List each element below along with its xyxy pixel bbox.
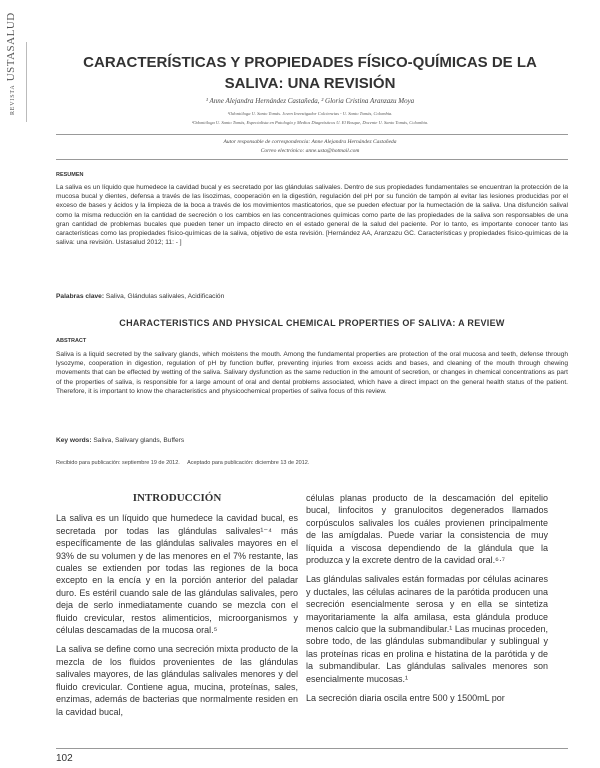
intro-heading: INTRODUCCIÓN bbox=[132, 492, 222, 504]
key-words-label: Key words: bbox=[56, 437, 92, 444]
email: Correo electrónico: anne.usta@hotmail.com bbox=[260, 148, 360, 154]
paragraph: Las glándulas salivales están formadas por células acinares y ductales, las células acinares de la parótida producen una secreción esencialmente serosa y en ella se sintetiza mayoritariamente la alfa amilasa, esta glándula produce menos calcio que la submandibular.¹ Las mucinas proceden, sobre todo, de las glándulas submandibular y sublingual y las proteínas ricas en prolina e histatina de la parótida y de la submandibular. Las glándulas salivales menores son esencialmente mucosas.¹ bbox=[306, 574, 548, 684]
journal-small-label: REVISTA bbox=[10, 84, 16, 115]
abstract-text: Saliva is a liquid secreted by the salivary glands, which moistens the mouth. Among the fundamental properties are protection of the oral mucosa and teeth, defense through lysozyme, cooperation in digestion, regulation of pH by function buffer, preventing injuries from excess acids and bases, and cleaning of the mouth through chewing movements that can be effected by wetting of the saliva. Salivary dysfunction as the same reduction in the amount of secretion, or changes in chemical concentrations as part of the properties of saliva, is responsible for a large amount of oral and dental problems associated, which have a direct impact on the general health status of the patient. Therefore, it is important to know the characteristics and physicochemical properties of saliva focus of this review. bbox=[56, 351, 568, 395]
resumen-text: La saliva es un líquido que humedece la cavidad bucal y es secretado por las glándulas salivales. Dentro de sus propiedades fundamentales se encuentran la protección de la mucosa bucal y dientes, defensa a través de las lisozimas, cooperación en la digestión, regulación del pH por su función de tampón al evitar las lesiones producidas por el exceso de bases y ácidos y la limpieza de la boca a través de los movimientos masticatorios, que se pueden efectuar por la humectación de la saliva. Una disfunción salival como la misma reducción en la cantidad de secreción o los cambios en las concentraciones químicas como parte de las propiedades de la saliva son responsables de una gran cantidad de problemas bucales que pueden tener un impacto directo en el estado general de la salud del paciente. Por lo tanto, es importante conocer tanto las características como las propiedades físico-químicas de la saliva, objetivo de esta revisión. [Hernández AA, Aranzazu GC. Características y propiedades físico-químicas de la saliva: una revisión. Ustasalud 2012; 11: - ] bbox=[56, 184, 568, 247]
key-words-values: Saliva, Salivary glands, Buffers bbox=[93, 437, 185, 444]
accepted-date: Aceptado para publicación: diciembre 13 de 2012. bbox=[187, 460, 310, 466]
key-words bbox=[56, 437, 184, 444]
journal-name: USTASALUD bbox=[5, 12, 17, 82]
english-title: CHARACTERISTICS AND PHYSICAL CHEMICAL PROPERTIES OF SALIVA: A REVIEW bbox=[119, 318, 505, 328]
right-column bbox=[306, 492, 548, 712]
divider bbox=[56, 159, 568, 160]
divider bbox=[56, 134, 568, 135]
affiliation-2: ²Odontóloga U. Santo Tomás, Especialista en Patología y Medios Diagnósticos U. El Bosque, Docente U. Santo Tomás, Colombia. bbox=[191, 120, 429, 125]
received-date: Recibido para publicación: septiembre 19 de 2012. bbox=[56, 460, 180, 466]
left-column bbox=[56, 492, 298, 725]
journal-sidebar bbox=[0, 0, 22, 768]
palabras-clave bbox=[56, 293, 224, 300]
dates bbox=[56, 460, 315, 466]
page-number: 102 bbox=[56, 753, 73, 764]
journal-logo bbox=[5, 12, 17, 115]
paragraph: La saliva es un líquido que humedece la cavidad bucal, es secretada por todas las glándulas salivales¹⁻⁴ más específicamente de las glándulas salivales mayores en el 93% de su volumen y de las menores en el 7% restante, las cuales se extienden por todas las regiones de la boca excepto en la encía y en la porción anterior del paladar duro. Es estéril cuando sale de las glándulas salivales, pero deja de serlo inmediatamente cuando se mezcla con el fluido crevicular, restos alimenticios, microorganismos y células descamadas de la mucosa oral.⁵ bbox=[56, 513, 298, 636]
authors: ¹ Anne Alejandra Hernández Castañeda, ² Gloria Cristina Aranzazu Moya bbox=[205, 97, 415, 105]
paragraph: La secreción diaria oscila entre 500 y 1500mL por bbox=[306, 693, 505, 704]
resumen-heading: RESUMEN bbox=[56, 172, 84, 178]
palabras-clave-label: Palabras clave: bbox=[56, 293, 105, 300]
footer-rule bbox=[56, 748, 568, 749]
sidebar-divider bbox=[26, 42, 27, 122]
paragraph: células planas producto de la descamación del epitelio bucal, linfocitos y granulocitos degenerados llamados corpúsculos salivales los cuáles provienen principalmente de las amígdalas. Puede variar la consistencia de muy líquida a viscosa dependiendo de la glándula que la produzca y la excrete dentro de la cavidad oral.⁶·⁷ bbox=[306, 493, 548, 566]
paragraph: La saliva se define como una secreción mixta producto de la mezcla de los fluidos provenientes de las glándulas salivales mayores, de las glándulas salivales menores y del fluido crevicular. Contiene agua, mucina, proteínas, sales, enzimas, además de bacterias que normalmente residen en la cavidad bucal, bbox=[56, 644, 298, 717]
article-title: CARACTERÍSTICAS Y PROPIEDADES FÍSICO-QUÍMICAS DE LA SALIVA: UNA REVISIÓN bbox=[83, 54, 537, 92]
abstract-heading: ABSTRACT bbox=[56, 338, 87, 344]
affiliation-1: ¹Odontóloga U. Santo Tomás. Joven Investigador Colciencias - U. Santo Tomás, Colombia. bbox=[227, 111, 393, 116]
correspondence: Autor responsable de correspondencia: Anne Alejandra Hernández Castañeda bbox=[223, 139, 397, 145]
palabras-clave-values: Saliva, Glándulas salivales, Acidificación bbox=[105, 293, 225, 300]
